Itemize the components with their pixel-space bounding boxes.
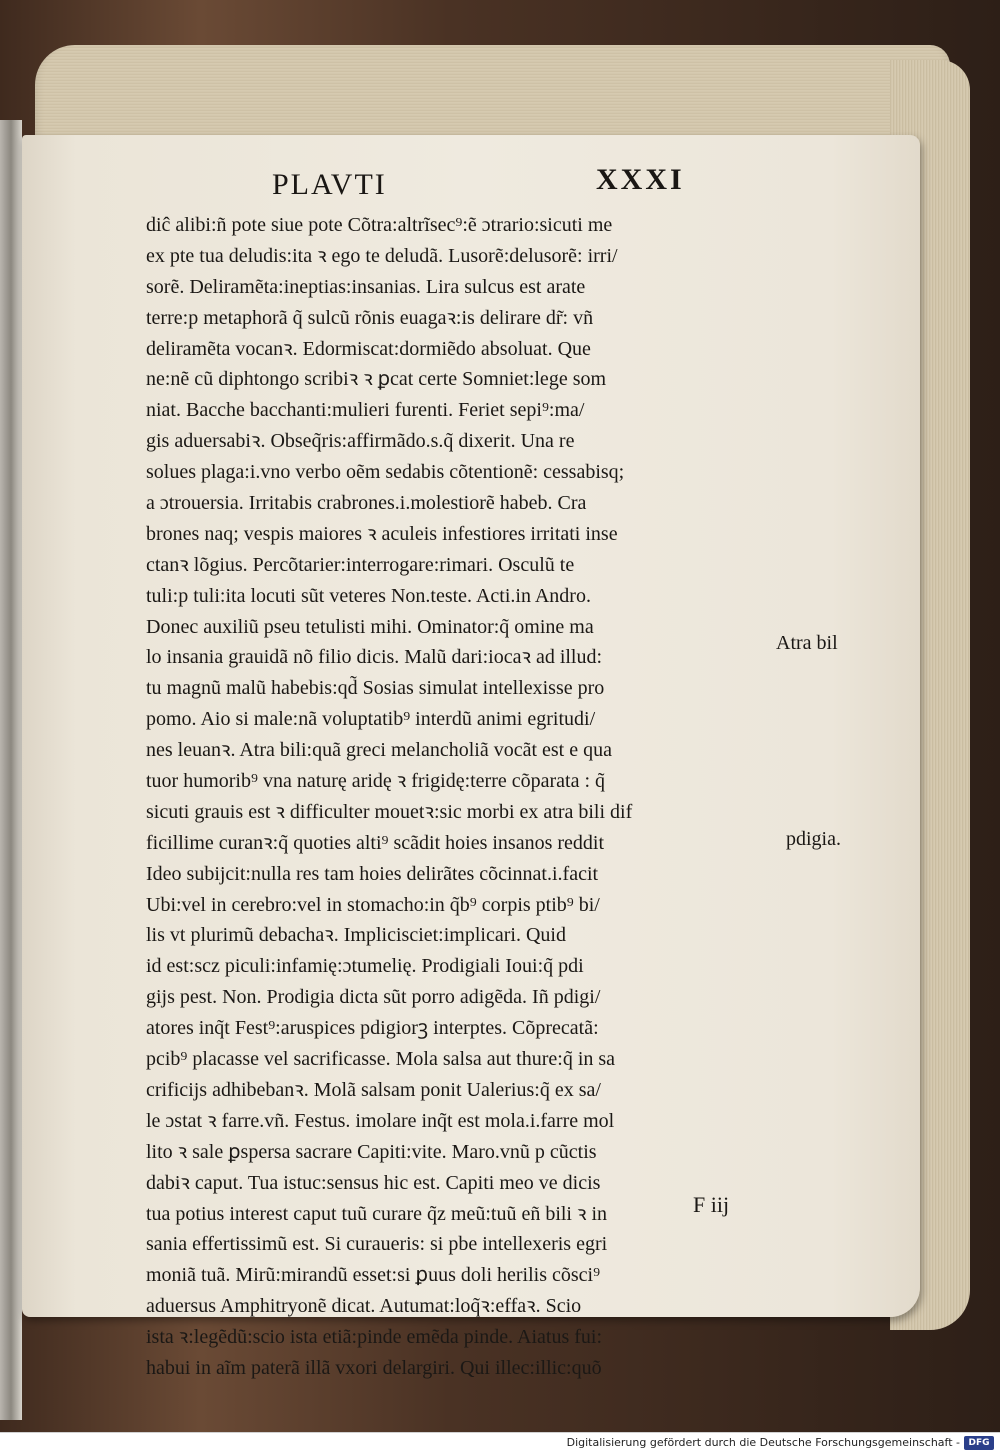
text-line: pomo. Aio si male:nã voluptatib⁹ interdũ animi egritudi/ [146,708,596,731]
digitization-footer [0,1432,1000,1455]
text-line: ex pte tua deludis:ita ꝛ ego te deludã. Lusorẽ:delusorẽ: irri/ [146,244,618,267]
text-line: lis vt plurimũ debachaꝛ. Implicisciet:implicari. Quid [146,924,566,947]
text-line: tu magnũ malũ habebis:qd̃ Sosias simulat intellexisse pro [146,677,605,700]
text-line: gis aduersabiꝛ. Obseq̃ris:affirmãdo.s.q̃ dixerit. Una re [146,430,575,453]
text-line: lito ꝛ sale ꝑspersa sacrare Capiti:vite. Maro.vnũ p cũctis [146,1140,597,1163]
text-line: brones naq; vespis maiores ꝛ aculeis infestiores irritati inse [146,522,618,545]
text-line: id est:scz piculi:infamię:ɔtumelię. Prodigiali Ioui:q̃ pdi [146,955,584,978]
text-line: ne:nẽ cũ diphtongo scribiꝛ ꝛ ꝑcat certe Somniet:lege som [146,368,607,391]
text-line: crificijs adhibebanꝛ. Molã salsam ponit Ualerius:q̃ ex sa/ [146,1078,601,1101]
marginal-note-atra-bil: Atra bil [776,632,838,654]
text-line: niat. Bacche bacchanti:mulieri furenti. Feriet sepi⁹:ma/ [146,399,585,422]
signature-mark: F iij [693,1192,730,1217]
text-line: atores inq̃t Fest⁹:aruspices pdigiorꝫ interptes. Cõprecatã: [146,1017,599,1040]
text-line: dabiꝛ caput. Tua istuc:sensus hic est. Capiti meo ve dicis [146,1171,601,1194]
text-line: diĉ alibi:ñ pote siue pote Cõtra:altrĩsec⁹:ẽ ɔtrario:sicuti me [146,214,613,236]
text-line: aduersus Amphitryonẽ dicat. Autumat:loq̃ꝛ:effaꝛ. Scio [146,1295,582,1318]
text-line: tuor humorib⁹ vna naturę aridę ꝛ frigidę:terre cõparata : q̃ [146,770,606,793]
text-line: moniã tuã. Mirũ:mirandũ esset:si ꝑuus doli herilis cõsci⁹ [146,1264,601,1287]
text-line: terre:p metaphorã q̃ sulcũ rõnis euagaꝛ:is delirare dr̃: vñ [146,306,594,329]
text-line: gijs pest. Non. Prodigia dicta sũt porro adigẽda. Iñ pdigi/ [146,986,601,1009]
text-line: Donec auxiliũ pseu tetulisti mihi. Ominator:q̃ omine ma [146,615,594,638]
text-line: ista ꝛ:legẽdũ:scio ista etiã:pinde emẽda pinde. Aiatus fui: [146,1326,603,1349]
running-title: PLAVTI [272,168,387,201]
text-line: sicuti grauis est ꝛ difficulter mouetꝛ:sic morbi ex atra bili dif [146,800,633,823]
text-line: tuli:p tuli:ita locuti sũt veteres Non.teste. Acti.in Andro. [146,584,591,607]
text-line: sorẽ. Deliramẽta:ineptias:insanias. Lira sulcus est arate [146,275,586,298]
text-line: deliramẽta vocanꝛ. Edormiscat:dormiẽdo absoluat. Que [146,337,591,360]
text-line: solues plaga:i.vno verbo oẽm sedabis cõtentionẽ: cessabisq; [146,461,625,484]
text-line: tua potius interest caput tuũ curare q̃z meũ:tuũ eñ bili ꝛ in [146,1202,608,1225]
text-line: a ɔtrouersia. Irritabis crabrones.i.molestiorẽ habeb. Cra [146,492,587,515]
text-line: Ideo subijcit:nulla res tam hoies delirãtes cõcinnat.i.facit [146,862,599,885]
text-line: lo insania grauidã nõ filio dicis. Malũ dari:iocaꝛ ad illud: [146,646,603,669]
folio-number: XXXI [596,163,685,196]
facing-page-edge [0,120,22,1420]
text-line: habui in aĩm paterã illã vxori delargiri. Qui illec:illic:quõ [146,1356,602,1379]
marginal-note-pdigia: pdigia. [786,828,841,850]
dfg-logo: DFG [964,1436,994,1450]
footer-credit: Digitalisierung gefördert durch die Deutsche Forschungsgemeinschaft - [566,1436,960,1449]
text-line: nes leuanꝛ. Atra bili:quã greci melancholiã vocãt est e qua [146,739,612,762]
text-line: Ubi:vel in cerebro:vel in stomacho:in q̃b⁹ corpis ptib⁹ bi/ [146,893,600,916]
text-line: pcib⁹ placasse vel sacrificasse. Mola salsa aut thure:q̃ in sa [146,1048,616,1071]
text-line: sania effertissimũ est. Si curaueris: si pbe intellexeris egri [146,1233,608,1256]
text-line: le ɔstat ꝛ farre.vñ. Festus. imolare inq̃t est mola.i.farre mol [146,1109,615,1132]
text-line: ctanꝛ lõgius. Percõtarier:interrogare:rimari. Osculũ te [146,553,575,576]
text-line: ficillime curanꝛ:q̃ quoties alti⁹ scãdit hoies insanos reddit [146,831,605,854]
